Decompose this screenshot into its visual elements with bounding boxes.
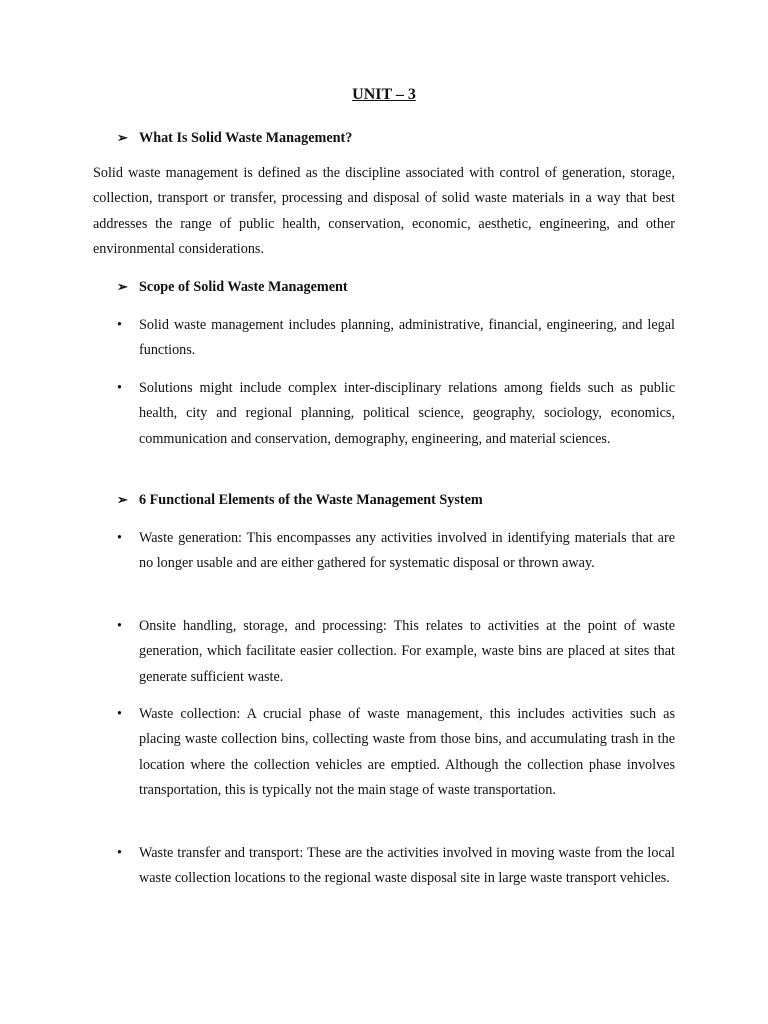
bullet-dot-icon: • [117, 530, 122, 546]
section-heading-text: Scope of Solid Waste Management [139, 279, 348, 295]
list-item-text: Waste transfer and transport: These are the activities involved in moving waste from the local waste collection locations to the regional waste disposal site in large waste transport vehicles. [139, 845, 675, 887]
definition-paragraph: Solid waste management is defined as the discipline associated with control of generation, storage, collection, transport or transfer, processing and disposal of solid waste materials in a way that best addresses the range of public health, conservation, economic, aesthetic, engineering, and other environmental considerations. [93, 165, 675, 257]
arrow-bullet-icon: ➢ [117, 492, 128, 507]
bullet-dot-icon: • [117, 845, 122, 861]
unit-title: UNIT – 3 [352, 86, 416, 103]
list-item-text: Waste collection: A crucial phase of waste management, this includes activities such as placing waste collection bins, collecting waste from those bins, and accumulating trash in the location where the collection vehicles are emptied. Although the collection phase involves transportation, this is typically not the main stage of waste transportation. [139, 706, 675, 798]
section-heading-scope [117, 279, 348, 296]
list-item [117, 702, 675, 803]
section-heading-text: What Is Solid Waste Management? [139, 130, 353, 146]
section-heading-what-is-swm [117, 130, 352, 147]
bullet-dot-icon: • [117, 317, 122, 333]
list-item-text: Solutions might include complex inter-disciplinary relations among fields such as public health, city and regional planning, political science, geography, sociology, economics, communication and conservation, demography, engineering, and material sciences. [139, 380, 675, 447]
arrow-bullet-icon: ➢ [117, 279, 128, 294]
list-item [117, 313, 675, 364]
arrow-bullet-icon: ➢ [117, 130, 128, 145]
section-heading-text: 6 Functional Elements of the Waste Management System [139, 492, 483, 508]
list-item-text: Solid waste management includes planning, administrative, financial, engineering, and legal functions. [139, 317, 675, 359]
section-heading-functional-elements [117, 492, 483, 509]
list-item-text: Onsite handling, storage, and processing: This relates to activities at the point of waste generation, which facilitate easier collection. For example, waste bins are placed at sites that generate sufficient waste. [139, 618, 675, 685]
list-item-text: Waste generation: This encompasses any activities involved in identifying materials that are no longer usable and are either gathered for systematic disposal or thrown away. [139, 530, 675, 572]
bullet-dot-icon: • [117, 706, 122, 722]
bullet-dot-icon: • [117, 380, 122, 396]
list-item [117, 376, 675, 452]
list-item [117, 841, 675, 892]
list-item [117, 526, 675, 577]
bullet-dot-icon: • [117, 618, 122, 634]
list-item [117, 614, 675, 690]
